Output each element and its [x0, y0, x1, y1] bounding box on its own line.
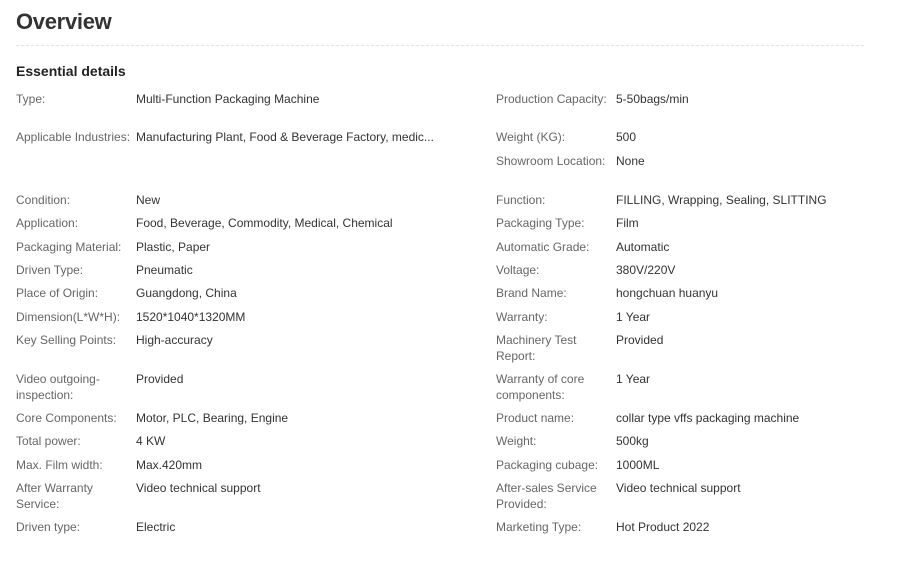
detail-value: collar type vffs packaging machine: [616, 411, 800, 425]
detail-row: [496, 191, 902, 214]
detail-label: Type:: [16, 92, 46, 106]
detail-row: [496, 370, 902, 409]
detail-label: Packaging Material:: [16, 240, 122, 254]
detail-value: 5-50bags/min: [616, 92, 689, 106]
detail-value: Food, Beverage, Commodity, Medical, Chemical: [136, 216, 393, 230]
detail-row: [496, 456, 902, 479]
detail-value: Hot Product 2022: [616, 520, 710, 534]
detail-row: [496, 152, 902, 191]
details-column-right: [496, 90, 902, 541]
detail-row: [16, 90, 456, 128]
detail-value: 380V/220V: [616, 263, 676, 277]
detail-label: Brand Name:: [496, 286, 567, 300]
detail-label: After-sales Service Provided:: [496, 481, 597, 511]
detail-label: Showroom Location:: [496, 154, 606, 168]
page-title: Overview: [16, 9, 112, 34]
details-column-left: [16, 90, 456, 541]
detail-value: 1520*1040*1320MM: [136, 310, 246, 324]
section-title: Essential details: [16, 63, 126, 79]
detail-label: Application:: [16, 216, 79, 230]
detail-label: Machinery Test Report:: [496, 333, 577, 363]
detail-label: Condition:: [16, 193, 71, 207]
detail-label: Total power:: [16, 434, 81, 448]
detail-row: [16, 284, 456, 308]
detail-value: 4 KW: [136, 434, 166, 448]
detail-row: [16, 308, 456, 331]
detail-label: Weight:: [496, 434, 537, 448]
detail-value: hongchuan huanyu: [616, 286, 719, 300]
detail-row: [16, 409, 456, 432]
detail-label: Packaging Type:: [496, 216, 585, 230]
detail-label: Packaging cubage:: [496, 458, 599, 472]
detail-row: [496, 214, 902, 238]
detail-row: [16, 479, 456, 518]
detail-row: [496, 128, 902, 152]
detail-row: [16, 238, 456, 261]
detail-value: 500kg: [616, 434, 649, 448]
detail-value: Provided: [136, 372, 184, 386]
detail-row: [16, 261, 456, 284]
detail-row: [496, 261, 902, 284]
detail-value: 1 Year: [616, 372, 651, 386]
title-divider: [16, 45, 864, 46]
detail-row: [16, 518, 456, 541]
detail-value: 500: [616, 130, 637, 144]
detail-row: [16, 456, 456, 479]
detail-label: Key Selling Points:: [16, 333, 117, 347]
detail-row: [496, 331, 902, 370]
detail-label: Dimension(L*W*H):: [16, 310, 121, 324]
detail-row: [496, 518, 902, 541]
detail-value: Manufacturing Plant, Food & Beverage Factory, medic...: [136, 130, 434, 144]
detail-value: Automatic: [616, 240, 670, 254]
detail-value: Plastic, Paper: [136, 240, 211, 254]
detail-label: Warranty of core components:: [496, 372, 585, 402]
detail-label: Production Capacity:: [496, 92, 607, 106]
detail-row: [496, 90, 902, 128]
detail-value: FILLING, Wrapping, Sealing, SLITTING: [616, 193, 827, 207]
detail-row: [16, 331, 456, 370]
detail-label: Weight (KG):: [496, 130, 566, 144]
detail-value: Motor, PLC, Bearing, Engine: [136, 411, 289, 425]
detail-label: Product name:: [496, 411, 575, 425]
detail-value: Electric: [136, 520, 176, 534]
detail-row: [496, 284, 902, 308]
detail-value: Provided: [616, 333, 664, 347]
detail-row: [496, 238, 902, 261]
detail-value: New: [136, 193, 161, 207]
detail-row: [16, 128, 456, 191]
detail-label: Function:: [496, 193, 546, 207]
detail-label: Place of Origin:: [16, 286, 99, 300]
detail-value: Pneumatic: [136, 263, 193, 277]
detail-value: Guangdong, China: [136, 286, 237, 300]
detail-row: [496, 432, 902, 456]
detail-label: Max. Film width:: [16, 458, 103, 472]
detail-row: [496, 479, 902, 518]
detail-label: After Warranty Service:: [16, 481, 93, 511]
detail-value: High-accuracy: [136, 333, 213, 347]
detail-row: [16, 370, 456, 409]
detail-row: [16, 432, 456, 456]
detail-value: Max.420mm: [136, 458, 203, 472]
detail-value: Video technical support: [616, 481, 741, 495]
detail-label: Applicable Industries:: [16, 130, 131, 144]
detail-value: Film: [616, 216, 639, 230]
detail-value: None: [616, 154, 645, 168]
detail-row: [16, 214, 456, 238]
detail-value: Multi-Function Packaging Machine: [136, 92, 320, 106]
detail-label: Voltage:: [496, 263, 540, 277]
detail-label: Video outgoing-inspection:: [16, 372, 100, 402]
detail-row: [16, 191, 456, 214]
detail-label: Warranty:: [496, 310, 548, 324]
detail-value: 1000ML: [616, 458, 660, 472]
detail-label: Core Components:: [16, 411, 117, 425]
detail-label: Marketing Type:: [496, 520, 582, 534]
detail-row: [496, 308, 902, 331]
detail-label: Driven type:: [16, 520, 81, 534]
detail-value: Video technical support: [136, 481, 261, 495]
detail-value: 1 Year: [616, 310, 651, 324]
detail-row: [496, 409, 902, 432]
detail-label: Automatic Grade:: [496, 240, 590, 254]
detail-label: Driven Type:: [16, 263, 84, 277]
